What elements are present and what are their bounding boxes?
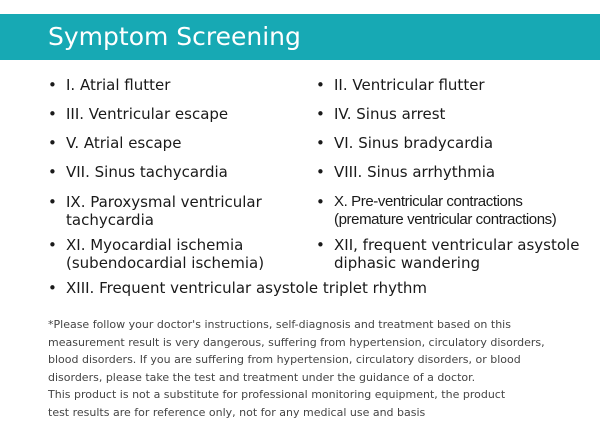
symptom-item-6: [316, 134, 493, 152]
symptom-label-line-2: tachycardia: [66, 211, 154, 229]
symptom-item-10: [316, 193, 556, 229]
disclaimer-line: measurement result is very dangerous, suffering from hypertension, circulatory disorders,: [48, 335, 545, 349]
symptom-label-line-1: X. Pre-ventricular contractions: [334, 193, 523, 210]
symptom-item-7: [48, 163, 228, 181]
symptom-label: V. Atrial escape: [66, 134, 182, 152]
symptom-item-9: [48, 193, 262, 229]
bullet-icon: •: [48, 134, 57, 152]
symptom-item-8: [316, 163, 495, 181]
disclaimer-line: This product is not a substitute for professional monitoring equipment, the product: [48, 388, 506, 401]
bullet-icon: •: [48, 236, 57, 254]
bullet-icon: •: [48, 279, 57, 297]
bullet-icon: •: [316, 163, 325, 181]
disclaimer-line: disorders, please take the test and treatment under the guidance of a doctor.: [48, 370, 476, 384]
symptom-label-line-1: XI. Myocardial ischemia: [66, 236, 244, 254]
symptom-item-13: [48, 279, 427, 297]
symptom-label: IV. Sinus arrest: [334, 105, 446, 123]
disclaimer-text: [48, 316, 568, 421]
symptom-label: VII. Sinus tachycardia: [66, 163, 228, 181]
symptom-label-line-1: IX. Paroxysmal ventricular: [66, 193, 262, 211]
symptom-label: XIII. Frequent ventricular asystole triplet rhythm: [66, 279, 427, 297]
symptom-item-12: [316, 236, 579, 272]
symptom-label: VI. Sinus bradycardia: [334, 134, 494, 152]
symptom-item-5: [48, 134, 181, 152]
symptom-item-4: [316, 105, 445, 123]
symptom-label-line-2: diphasic wandering: [334, 254, 480, 272]
disclaimer-line: test results are for reference only, not for any medical use and basis: [48, 405, 426, 419]
bullet-icon: •: [316, 193, 325, 211]
bullet-icon: •: [316, 134, 325, 152]
symptom-item-11: [48, 236, 264, 272]
symptom-label: I. Atrial flutter: [66, 76, 171, 94]
symptom-label-line-2: (subendocardial ischemia): [66, 254, 265, 272]
bullet-icon: •: [316, 105, 325, 123]
symptom-label-line-1: XII, frequent ventricular asystole: [334, 236, 580, 254]
bullet-icon: •: [48, 76, 57, 94]
symptom-label: II. Ventricular flutter: [334, 76, 485, 94]
bullet-icon: •: [48, 105, 57, 123]
symptom-item-3: [48, 105, 228, 123]
bullet-icon: •: [48, 163, 57, 181]
symptom-label: VIII. Sinus arrhythmia: [334, 163, 496, 181]
bullet-icon: •: [316, 236, 325, 254]
disclaimer-line: blood disorders. If you are suffering from hypertension, circulatory disorders, or blood: [48, 353, 521, 366]
symptom-label: III. Ventricular escape: [66, 105, 229, 123]
symptom-item-2: [316, 76, 485, 94]
symptom-item-1: [48, 76, 170, 94]
symptom-label-line-2: (premature ventricular contractions): [334, 211, 557, 228]
header-banner: [0, 14, 600, 60]
page-title: Symptom Screening: [48, 22, 301, 51]
disclaimer-line: *Please follow your doctor's instructions, self-diagnosis and treatment based on this: [48, 318, 511, 331]
bullet-icon: •: [316, 76, 325, 94]
bullet-icon: •: [48, 193, 57, 211]
